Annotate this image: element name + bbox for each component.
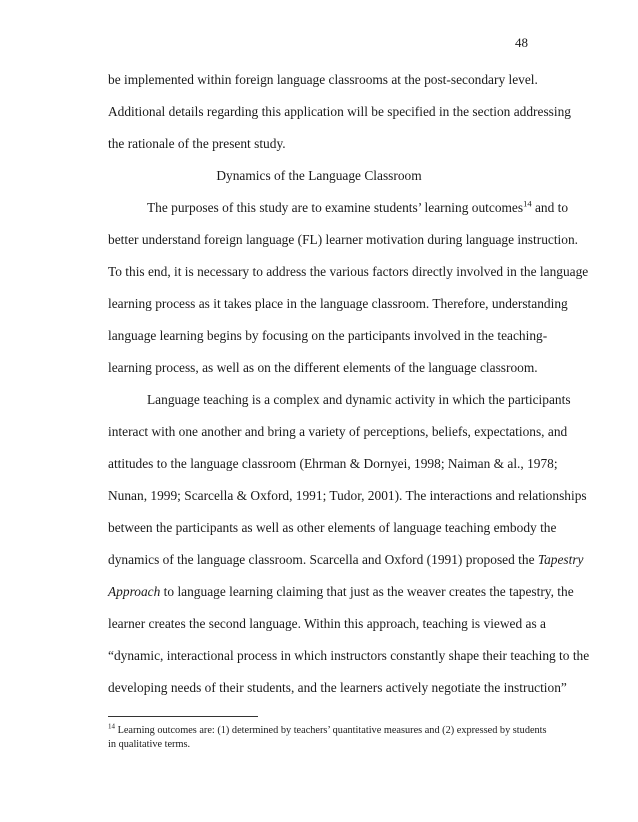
section-heading: Dynamics of the Language Classroom <box>216 168 422 183</box>
body-line: To this end, it is necessary to address the various factors directly involved in the language <box>108 264 589 279</box>
page-number: 48 <box>515 35 528 50</box>
body-line: developing needs of their students, and the learners actively negotiate the instruction” <box>108 680 567 695</box>
body-line: interact with one another and bring a variety of perceptions, beliefs, expectations, and <box>108 424 568 439</box>
body-line: better understand foreign language (FL) learner motivation during language instruction. <box>108 232 579 247</box>
body-line: learning process, as well as on the different elements of the language classroom. <box>108 360 538 375</box>
italic-term: Approach <box>108 584 161 599</box>
body-line: between the participants as well as other elements of language teaching embody the <box>108 520 557 535</box>
body-line: learner creates the second language. Within this approach, teaching is viewed as a <box>108 616 546 631</box>
body-line <box>108 552 584 568</box>
body-line: be implemented within foreign language classrooms at the post-secondary level. <box>108 72 538 87</box>
body-line: Nunan, 1999; Scarcella & Oxford, 1991; Tudor, 2001). The interactions and relationships <box>108 488 587 503</box>
body-line: the rationale of the present study. <box>108 136 286 151</box>
text-run: Learning outcomes are: (1) determined by teachers’ quantitative measures and (2) expressed by students <box>115 725 547 736</box>
footnote-line-1 <box>108 724 547 737</box>
text-run: The purposes of this study are to examine students’ learning outcomes <box>147 200 524 215</box>
footnote-rule <box>108 716 258 717</box>
text-run: dynamics of the language classroom. Scarcella and Oxford (1991) proposed the <box>108 552 538 567</box>
body-line: “dynamic, interactional process in which instructors constantly shape their teaching to the <box>108 648 590 663</box>
italic-term: Tapestry <box>537 552 584 567</box>
body-line: learning process as it takes place in the language classroom. Therefore, understanding <box>108 296 568 311</box>
body-line <box>108 584 574 600</box>
text-run: and to <box>531 200 569 215</box>
footnote-mark: 14 <box>108 722 115 731</box>
paragraph-1-line-1 <box>147 200 568 216</box>
footnote-line-2: in qualitative terms. <box>108 739 191 750</box>
body-line: Additional details regarding this application will be specified in the section addressing <box>108 104 571 119</box>
text-run: to language learning claiming that just as the weaver creates the tapestry, the <box>160 584 574 599</box>
paragraph-2-line-1: Language teaching is a complex and dynamic activity in which the participants <box>147 392 571 407</box>
footnote-reference: 14 <box>523 198 532 209</box>
body-line: language learning begins by focusing on the participants involved in the teaching- <box>108 328 548 343</box>
body-line: attitudes to the language classroom (Ehrman & Dornyei, 1998; Naiman & al., 1978; <box>108 456 558 471</box>
